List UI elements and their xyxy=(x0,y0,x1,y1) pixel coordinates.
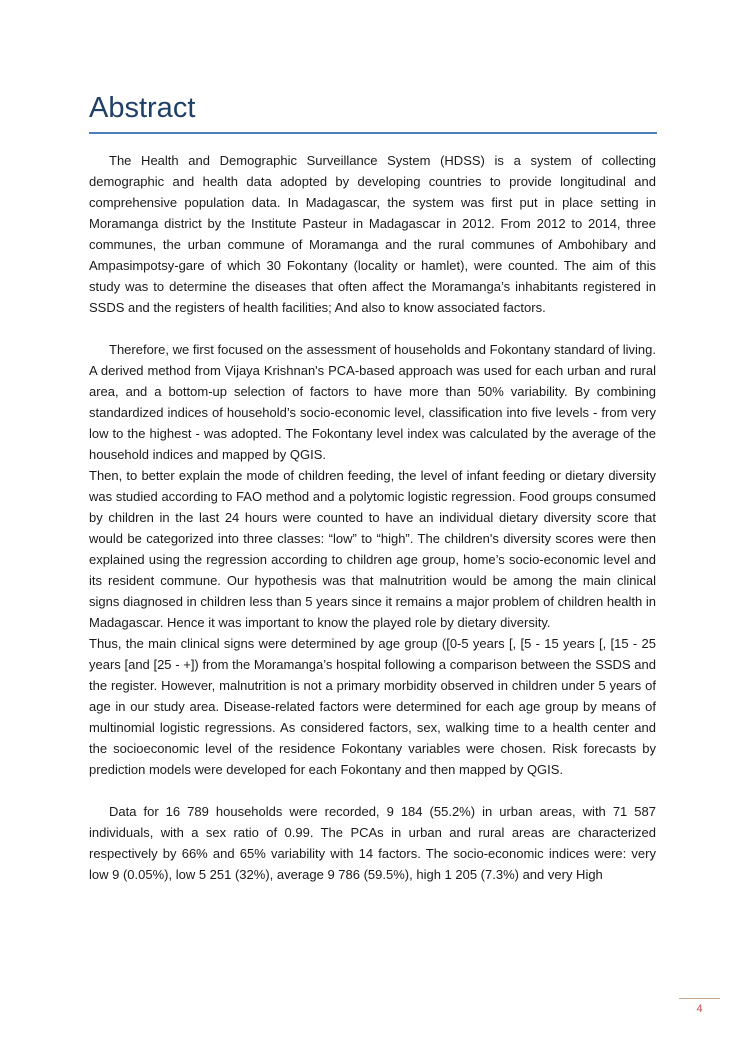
paragraph-results: Data for 16 789 households were recorded, 9 184 (55.2%) in urban areas, with 71 587 individuals, with a sex ratio of 0.99. The PCAs in urban and rural areas are characterized respectively by 66% and 65% variability with 14 factors. The socio-economic indices were: very low 9 (0.05%), low 5 251 (32%), average 9 786 (59.5%), high 1 205 (7.3%) and very High xyxy=(89,804,656,882)
title-underline xyxy=(89,132,657,134)
paragraph-intro: The Health and Demographic Surveillance System (HDSS) is a system of collecting demographic and health data adopted by developing countries to provide longitudinal and comprehensive population data. In Madagascar, the system was first put in place setting in Moramanga district by the Institute Pasteur in Madagascar in 2012. From 2012 to 2014, three communes, the urban commune of Moramanga and the rural communes of Ambohibary and Ampasimpotsy-gare of which 30 Fokontany (locality or hamlet), were counted. The aim of this study was to determine the diseases that often affect the Moramanga’s inhabitants registered in SSDS and the registers of health facilities; And also to know associated factors. xyxy=(89,153,656,315)
page-title: Abstract xyxy=(89,92,196,124)
page-number: 4 xyxy=(696,1003,703,1015)
abstract-body xyxy=(89,150,656,885)
footer-rule xyxy=(679,998,720,999)
paragraph-methods-clinical-signs: Thus, the main clinical signs were determined by age group ([0-5 years [, [5 - 15 years [, [15 - 25 years [and [25 - +]) from the Moramanga’s hospital following a comparison between the SSDS and the register. However, malnutrition is not a primary morbidity observed in children under 5 years of age in our study area. Disease-related factors were determined for each age group by means of multinomial logistic regressions. As considered factors, sex, walking time to a health center and the socioeconomic level of the residence Fokontany variables were chosen. Risk forecasts by prediction models were developed for each Fokontany and then mapped by QGIS. xyxy=(89,636,656,777)
paragraph-methods-dietary-diversity: Then, to better explain the mode of children feeding, the level of infant feeding or dietary diversity was studied according to FAO method and a polytomic logistic regression. Food groups consumed by children in the last 24 hours were counted to have an individual dietary diversity score that would be categorized into three classes: “low” to “high”. The children's diversity scores were then explained using the regression according to children age group, home’s socio-economic level and its resident commune. Our hypothesis was that malnutrition would be among the main clinical signs diagnosed in children less than 5 years since it remains a major problem of children health in Madagascar. Hence it was important to know the played role by dietary diversity. xyxy=(89,468,656,630)
paragraph-methods-living-standard: Therefore, we first focused on the assessment of households and Fokontany standard of living. A derived method from Vijaya Krishnan's PCA-based approach was used for each urban and rural area, and a bottom-up selection of factors to have more than 50% variability. By combining standardized indices of household’s socio-economic level, classification into five levels - from very low to the highest - was adopted. The Fokontany level index was calculated by the average of the household indices and mapped by QGIS. xyxy=(89,342,656,462)
